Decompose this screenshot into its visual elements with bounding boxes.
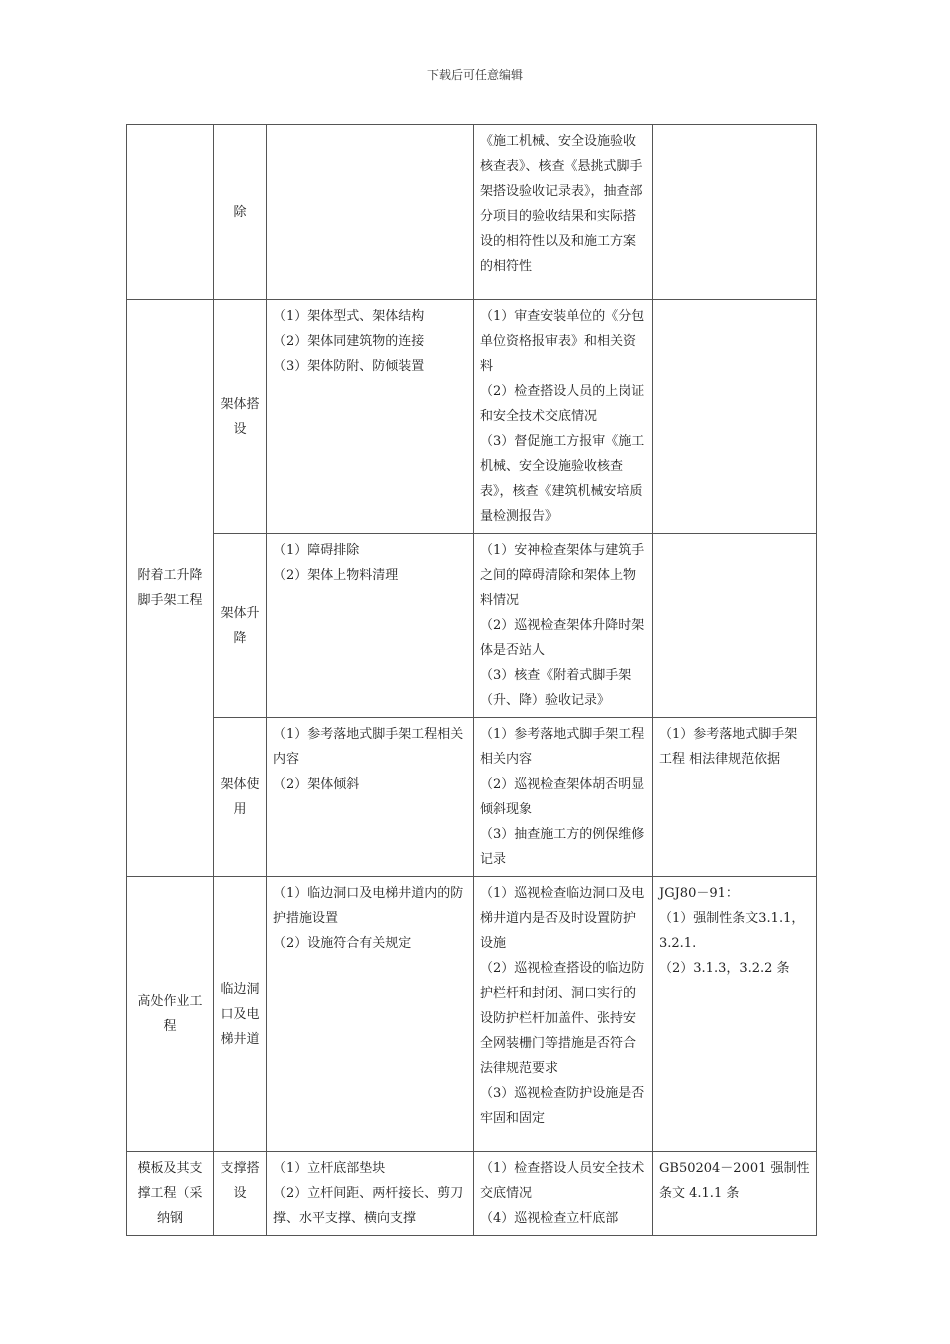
item-cell: 支撑搭设 [214, 1152, 267, 1236]
measures-cell: （1）巡视检查临边洞口及电梯井道内是否及时设置防护设施 （2）巡视检查搭设的临边防护栏杆和封闭、洞口实行的设防护栏杆加盖件、张持安全网装栅门等措施是否符合法律规范要求 （3）巡视检查防护设施是否牢固和固定 [474, 877, 653, 1152]
measures-cell: （1）审查安装单位的《分包单位资格报审表》和相关资料 （2）检查搭设人员的上岗证和安全技术交底情况 （3）督促施工方报审《施工机械、安全设施验收核查表》，核查《建筑机械安培质量检测报告》 [474, 300, 653, 534]
content-cell [267, 125, 474, 300]
basis-cell [653, 125, 817, 300]
content-cell: （1）临边洞口及电梯井道内的防护措施设置 （2）设施符合有关规定 [267, 877, 474, 1152]
measures-cell: 《施工机械、安全设施验收核查表》、核查《悬挑式脚手架搭设验收记录表》，抽查部分项目的验收结果和实际搭设的相符性以及和施工方案的相符性 [474, 125, 653, 300]
inspection-table [126, 124, 817, 1236]
content-cell: （1）障碍排除 （2）架体上物料清理 [267, 534, 474, 718]
table-row [127, 125, 817, 300]
item-cell: 除 [214, 125, 267, 300]
item-cell: 架体使用 [214, 718, 267, 877]
table-row [127, 300, 817, 534]
content-cell: （1）立杆底部垫块 （2）立杆间距、两杆接长、剪刀撑、水平支撑、横向支撑 [267, 1152, 474, 1236]
basis-cell [653, 534, 817, 718]
project-cell: 高处作业工程 [127, 877, 214, 1152]
table-row [127, 877, 817, 1152]
basis-cell: GB50204－2001 强制性条文 4.1.1 条 [653, 1152, 817, 1236]
item-cell: 架体搭设 [214, 300, 267, 534]
project-cell: 附着工升降脚手架工程 [127, 300, 214, 877]
measures-cell: （1）参考落地式脚手架工程相关内容 （2）巡视检查架体胡否明显倾斜现象 （3）抽查施工方的例保维修记录 [474, 718, 653, 877]
page-header: 下载后可任意编辑 [426, 68, 523, 82]
table-row [127, 718, 817, 877]
content-cell: （1）架体型式、架体结构 （2）架体同建筑物的连接 （3）架体防附、防倾装置 [267, 300, 474, 534]
table-row [127, 534, 817, 718]
table-row [127, 1152, 817, 1236]
measures-cell: （1）检查搭设人员安全技术交底情况 （4）巡视检查立杆底部 [474, 1152, 653, 1236]
item-cell: 架体升降 [214, 534, 267, 718]
project-cell: 模板及其支撑工程（采纳钢 [127, 1152, 214, 1236]
content-cell: （1）参考落地式脚手架工程相关内容 （2）架体倾斜 [267, 718, 474, 877]
item-cell: 临边洞口及电梯井道 [214, 877, 267, 1152]
basis-cell: （1）参考落地式脚手架工程 相法律规范依据 [653, 718, 817, 877]
basis-cell: JGJ80－91： （1）强制性条文3.1.1，3.2.1. （2）3.1.3，3.2.2 条 [653, 877, 817, 1152]
project-cell [127, 125, 214, 300]
measures-cell: （1）安神检查架体与建筑手之间的障碍清除和架体上物料情况 （2）巡视检查架体升降时架体是否站人 （3）核查《附着式脚手架（升、降）验收记录》 [474, 534, 653, 718]
basis-cell [653, 300, 817, 534]
